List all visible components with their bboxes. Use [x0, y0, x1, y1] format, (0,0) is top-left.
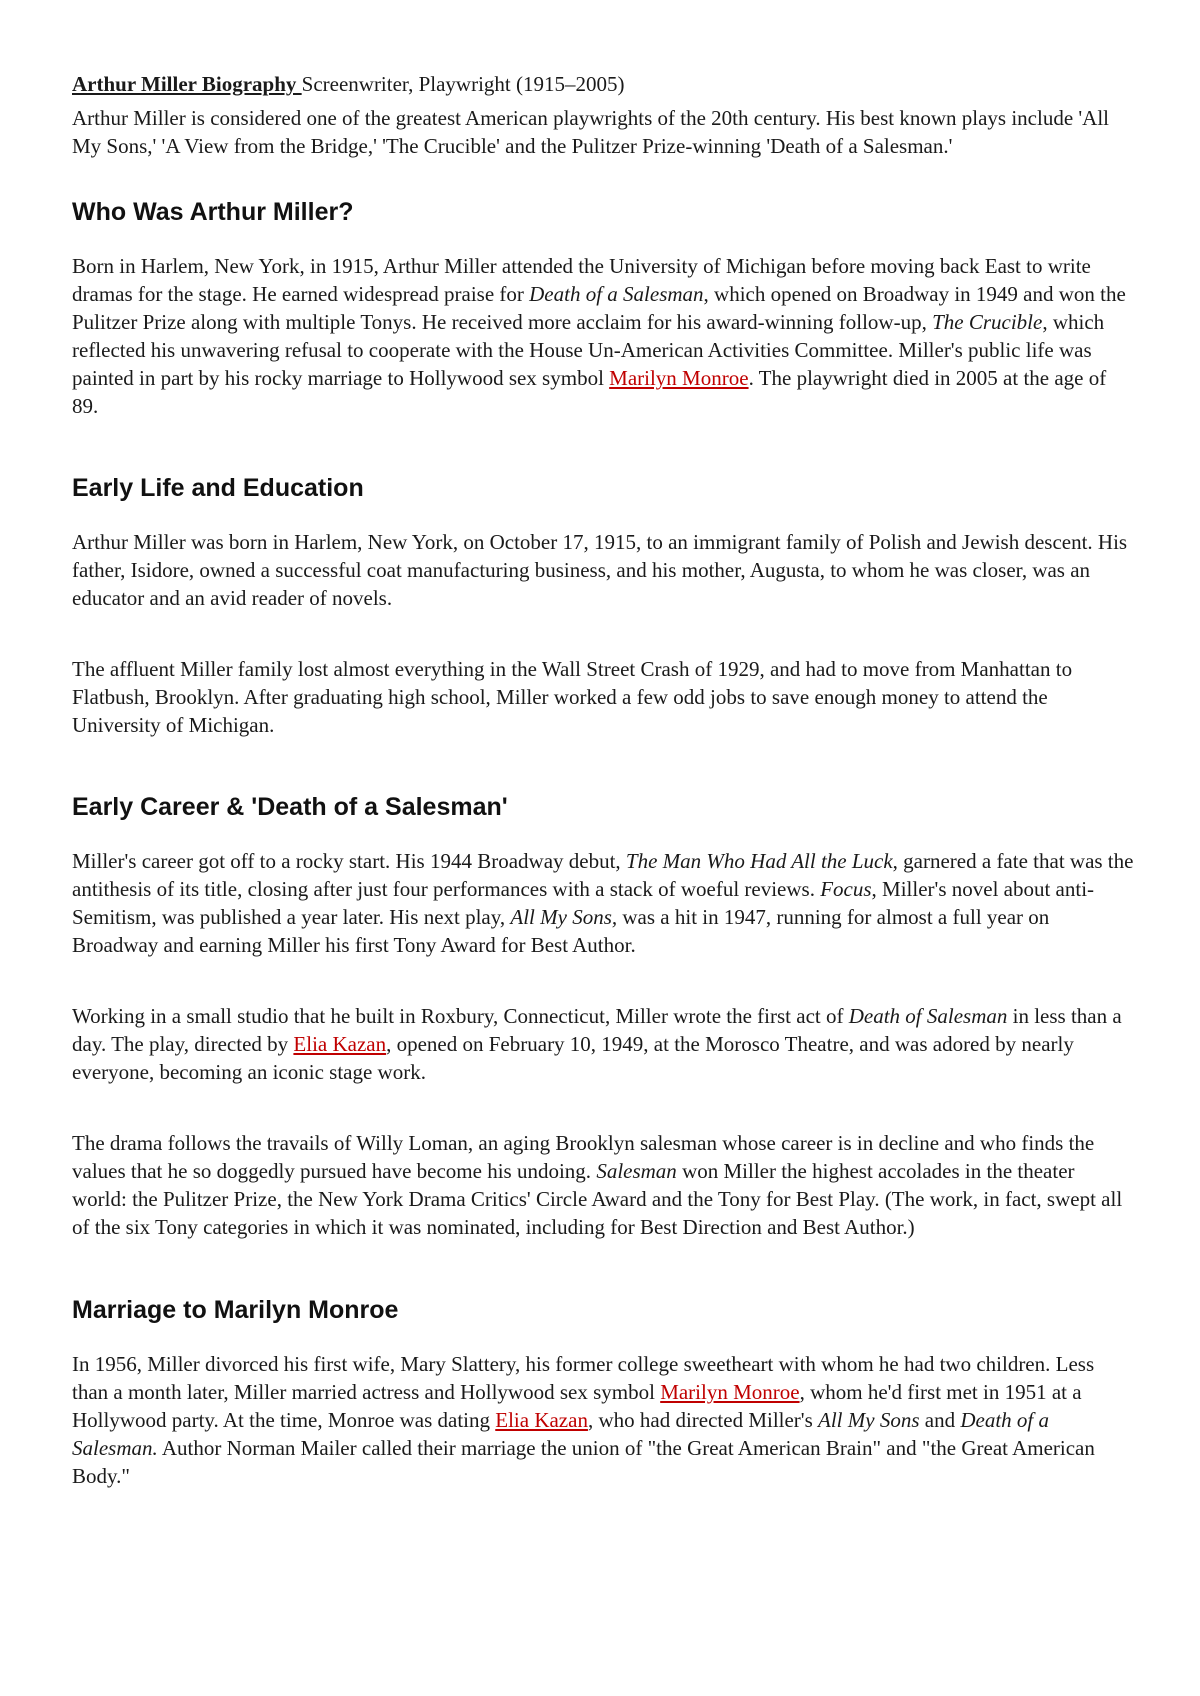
heading-marriage: Marriage to Marilyn Monroe	[72, 1296, 399, 1324]
subtitle: Screenwriter, Playwright (1915–2005)	[301, 72, 625, 96]
document-page	[72, 70, 1134, 1490]
career-paragraph-1: Miller's career got off to a rocky start. His 1944 Broadway debut, The Man Who Had All the Luck, garnered a fate that was the antithesis of its title, closing after just four performances with a stack of woeful reviews. Focus, Miller's novel about anti-Semitism, was published a year later. His next play, All My Sons, was a hit in 1947, running for almost a full year on Broadway and earning Miller his first Tony Award for Best Author.	[72, 849, 1134, 957]
elia-kazan-link[interactable]: Elia Kazan	[293, 1032, 387, 1056]
document-title-line	[72, 70, 1134, 98]
heading-who-was-arthur-miller: Who Was Arthur Miller?	[72, 198, 354, 226]
heading-early-career: Early Career & 'Death of a Salesman'	[72, 793, 508, 821]
intro-paragraph: Arthur Miller is considered one of the greatest American playwrights of the 20th century. His best known plays include 'All My Sons,' 'A View from the Bridge,' 'The Crucible' and the Pulitzer Prize-winning 'Death of a Salesman.'	[72, 106, 1110, 158]
early-paragraph-1: Arthur Miller was born in Harlem, New York, on October 17, 1915, to an immigrant family of Polish and Jewish descent. His father, Isidore, owned a successful coat manufacturing business, and his mother, Augusta, to whom he was closer, was an educator and an avid reader of novels.	[72, 530, 1128, 610]
who-paragraph: Born in Harlem, New York, in 1915, Arthur Miller attended the University of Michigan before moving back East to write dramas for the stage. He earned widespread praise for Death of a Salesman, which opened on Broadway in 1949 and won the Pulitzer Prize along with multiple Tonys. He received more acclaim for his award-winning follow-up, The Crucible, which reflected his unwavering refusal to cooperate with the House Un-American Activities Committee. Miller's public life was painted in part by his rocky marriage to Hollywood sex symbol Marilyn Monroe. The playwright died in 2005 at the age of 89.	[72, 254, 1126, 418]
career-paragraph-2: Working in a small studio that he built in Roxbury, Connecticut, Miller wrote the first act of Death of Salesman in less than a day. The play, directed by Elia Kazan, opened on February 10, 1949, at the Morosco Theatre, and was adored by nearly everyone, becoming an iconic stage work.	[72, 1004, 1122, 1084]
heading-early-life: Early Life and Education	[72, 474, 364, 502]
marilyn-monroe-link[interactable]: Marilyn Monroe	[609, 366, 749, 390]
marilyn-monroe-link-2[interactable]: Marilyn Monroe	[660, 1380, 800, 1404]
biography-title-link[interactable]: Arthur Miller Biography	[72, 72, 302, 96]
early-paragraph-2: The affluent Miller family lost almost everything in the Wall Street Crash of 1929, and had to move from Manhattan to Flatbush, Brooklyn. After graduating high school, Miller worked a few odd jobs to save enough money to attend the University of Michigan.	[72, 657, 1073, 737]
elia-kazan-link-2[interactable]: Elia Kazan	[495, 1408, 588, 1432]
career-paragraph-3: The drama follows the travails of Willy Loman, an aging Brooklyn salesman whose career is in decline and who finds the values that he so doggedly pursued have become his undoing. Salesman won Miller the highest accolades in the theater world: the Pulitzer Prize, the New York Drama Critics' Circle Award and the Tony for Best Play. (The work, in fact, swept all of the six Tony categories in which it was nominated, including for Best Direction and Best Author.)	[72, 1131, 1123, 1239]
marriage-paragraph: In 1956, Miller divorced his first wife, Mary Slattery, his former college sweetheart with whom he had two children. Less than a month later, Miller married actress and Hollywood sex symbol Marilyn Monroe, whom he'd first met in 1951 at a Hollywood party. At the time, Monroe was dating Elia Kazan, who had directed Miller's All My Sons and Death of a Salesman. Author Norman Mailer called their marriage the union of "the Great American Brain" and "the Great American Body."	[72, 1352, 1095, 1488]
